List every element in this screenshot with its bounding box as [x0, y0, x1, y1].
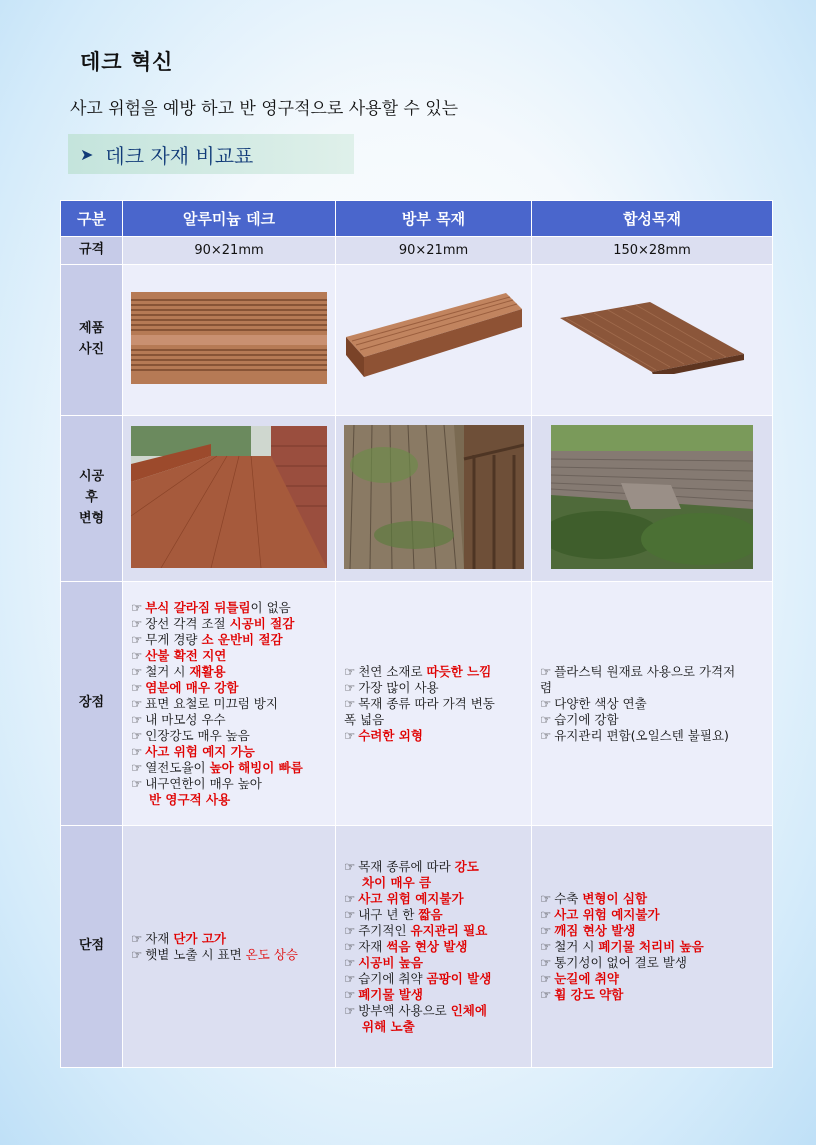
pointing-hand-icon: ☞ — [131, 615, 143, 631]
install-label-line1: 시공 — [78, 469, 105, 485]
pointing-hand-icon: ☞ — [131, 647, 143, 663]
list-item: ☞ 방부액 사용으로 인체에 — [344, 1002, 487, 1018]
list-item: ☞ 습기에 강함 — [540, 711, 619, 727]
list-item: ☞ 가장 많이 사용 — [344, 679, 439, 695]
pointing-hand-icon: ☞ — [131, 930, 143, 946]
comparison-table — [60, 200, 773, 1068]
list-item: ☞ 주기적인 유지관리 필요 — [344, 922, 488, 938]
cons-label: 단점 — [61, 826, 123, 1068]
cons-synthetic-wood — [532, 826, 773, 1068]
pointing-hand-icon: ☞ — [131, 727, 143, 743]
pointing-hand-icon: ☞ — [131, 711, 143, 727]
list-item: ☞ 습기에 취약 곰팡이 발생 — [344, 970, 492, 986]
header-category: 구분 — [61, 201, 123, 237]
list-item: ☞ 철거 시 재활용 — [131, 663, 226, 679]
pointing-hand-icon: ☞ — [540, 938, 552, 954]
photo-label-line1: 제품 — [78, 321, 105, 337]
cons-row — [61, 826, 773, 1068]
pointing-hand-icon: ☞ — [344, 727, 356, 743]
cons-aluminum — [123, 826, 336, 1068]
table-header-row — [61, 201, 773, 237]
pointing-hand-icon: ☞ — [131, 663, 143, 679]
spec-aluminum: 90×21mm — [123, 237, 336, 265]
pointing-hand-icon: ☞ — [540, 695, 552, 711]
pointing-hand-icon: ☞ — [344, 906, 356, 922]
section-title-box — [68, 134, 354, 174]
pointing-hand-icon: ☞ — [344, 986, 356, 1002]
pointing-hand-icon: ☞ — [540, 727, 552, 743]
aluminum-installed-photo — [123, 416, 336, 582]
list-item-continuation: 차이 매우 큼 — [362, 874, 432, 890]
pointing-hand-icon: ☞ — [540, 663, 552, 679]
list-item: ☞ 인장강도 매우 높음 — [131, 727, 250, 743]
page-title: 데크 혁신 — [80, 50, 174, 74]
pointing-hand-icon: ☞ — [540, 711, 552, 727]
list-item: ☞ 플라스틱 원재료 사용으로 가격저 — [540, 663, 736, 679]
pointing-hand-icon: ☞ — [131, 743, 143, 759]
list-item: ☞ 사고 위험 예지 가능 — [131, 743, 255, 759]
arrowhead-icon: ➤ — [80, 144, 94, 164]
list-item: ☞ 햇볕 노출 시 표면 온도 상승 — [131, 946, 298, 962]
spec-row — [61, 237, 773, 265]
list-item: ☞ 내구 년 한 짧음 — [344, 906, 443, 922]
pros-aluminum — [123, 582, 336, 826]
pointing-hand-icon: ☞ — [344, 663, 356, 679]
pointing-hand-icon: ☞ — [344, 922, 356, 938]
list-item: ☞ 자재 썩음 현상 발생 — [344, 938, 468, 954]
product-photo-row — [61, 265, 773, 416]
pointing-hand-icon: ☞ — [131, 695, 143, 711]
pointing-hand-icon: ☞ — [540, 970, 552, 986]
list-item-continuation: 위해 노출 — [362, 1018, 415, 1034]
pros-synthetic-wood — [532, 582, 773, 826]
list-item: ☞ 목재 종류에 따라 강도 — [344, 858, 479, 874]
list-item: ☞ 표면 요철로 미끄럼 방지 — [131, 695, 278, 711]
synthetic-wood-product-image — [532, 265, 773, 416]
pointing-hand-icon: ☞ — [540, 906, 552, 922]
list-item: ☞ 수려한 외형 — [344, 727, 423, 743]
pointing-hand-icon: ☞ — [131, 679, 143, 695]
pointing-hand-icon: ☞ — [344, 890, 356, 906]
list-item: ☞ 내 마모성 우수 — [131, 711, 226, 727]
pros-treated-wood — [336, 582, 532, 826]
list-item: ☞ 수축 변형이 심함 — [540, 890, 648, 906]
synthetic-wood-installed-photo — [532, 416, 773, 582]
list-item: ☞ 산불 확전 지연 — [131, 647, 227, 663]
list-item: ☞ 자재 단가 고가 — [131, 930, 226, 946]
install-label-line2: 후 — [85, 490, 98, 506]
list-item-continuation: 렴 — [540, 679, 553, 695]
list-item: ☞ 다양한 색상 연출 — [540, 695, 647, 711]
list-item: ☞ 천연 소재로 따듯한 느낌 — [344, 663, 492, 679]
pointing-hand-icon: ☞ — [344, 970, 356, 986]
list-item: ☞ 장선 각격 조절 시공비 절감 — [131, 615, 295, 631]
header-aluminum: 알루미늄 데크 — [123, 201, 336, 237]
pros-label: 장점 — [61, 582, 123, 826]
page-subtitle: 사고 위험을 예방 하고 반 영구적으로 사용할 수 있는 — [70, 99, 459, 119]
installation-label — [61, 416, 123, 582]
header-synthetic-wood: 합성목재 — [532, 201, 773, 237]
list-item: ☞ 사고 위험 예지불가 — [540, 906, 660, 922]
spec-treated-wood: 90×21mm — [336, 237, 532, 265]
pointing-hand-icon: ☞ — [131, 946, 143, 962]
list-item-continuation: 반 영구적 사용 — [149, 791, 231, 807]
list-item: ☞ 사고 위험 예지불가 — [344, 890, 464, 906]
pointing-hand-icon: ☞ — [540, 954, 552, 970]
header-treated-wood: 방부 목재 — [336, 201, 532, 237]
list-item: ☞ 깨짐 현상 발생 — [540, 922, 636, 938]
pointing-hand-icon: ☞ — [344, 938, 356, 954]
treated-wood-product-image — [336, 265, 532, 416]
pointing-hand-icon: ☞ — [344, 1002, 356, 1018]
pointing-hand-icon: ☞ — [540, 986, 552, 1002]
treated-wood-installed-photo — [336, 416, 532, 582]
list-item: ☞ 내구연한이 매우 높아 — [131, 775, 262, 791]
pointing-hand-icon: ☞ — [131, 631, 143, 647]
list-item: ☞ 목재 종류 따라 가격 변동 — [344, 695, 495, 711]
list-item: ☞ 폐기물 발생 — [344, 986, 423, 1002]
cons-treated-wood — [336, 826, 532, 1068]
list-item: ☞ 유지관리 편함(오일스텐 불필요) — [540, 727, 729, 743]
pointing-hand-icon: ☞ — [344, 954, 356, 970]
pros-row — [61, 582, 773, 826]
pointing-hand-icon: ☞ — [131, 775, 143, 791]
pointing-hand-icon: ☞ — [540, 890, 552, 906]
list-item: ☞ 휨 강도 약함 — [540, 986, 624, 1002]
pointing-hand-icon: ☞ — [131, 759, 143, 775]
pointing-hand-icon: ☞ — [344, 679, 356, 695]
aluminum-product-image — [123, 265, 336, 416]
pointing-hand-icon: ☞ — [344, 858, 356, 874]
pointing-hand-icon: ☞ — [344, 695, 356, 711]
pointing-hand-icon: ☞ — [131, 599, 143, 615]
list-item: ☞ 통기성이 없어 결로 발생 — [540, 954, 687, 970]
photo-label-line2: 사진 — [78, 342, 105, 357]
list-item: ☞ 철거 시 폐기물 처리비 높음 — [540, 938, 704, 954]
list-item-continuation: 폭 넓음 — [344, 711, 385, 727]
photo-label — [61, 265, 123, 416]
install-label-line3: 변형 — [78, 510, 105, 526]
spec-label: 규격 — [61, 237, 123, 265]
list-item: ☞ 열전도율이 높아 해빙이 빠름 — [131, 759, 303, 775]
section-title: 데크 자재 비교표 — [105, 143, 254, 168]
list-item: ☞ 눈길에 취약 — [540, 970, 619, 986]
installation-row — [61, 416, 773, 582]
list-item: ☞ 시공비 높음 — [344, 954, 423, 970]
pointing-hand-icon: ☞ — [540, 922, 552, 938]
list-item: ☞ 염분에 매우 강함 — [131, 679, 239, 695]
spec-synthetic-wood: 150×28mm — [532, 237, 773, 265]
list-item: ☞ 부식 갈라짐 뒤틀림이 없음 — [131, 599, 291, 615]
list-item: ☞ 무게 경량 소 운반비 절감 — [131, 631, 283, 647]
